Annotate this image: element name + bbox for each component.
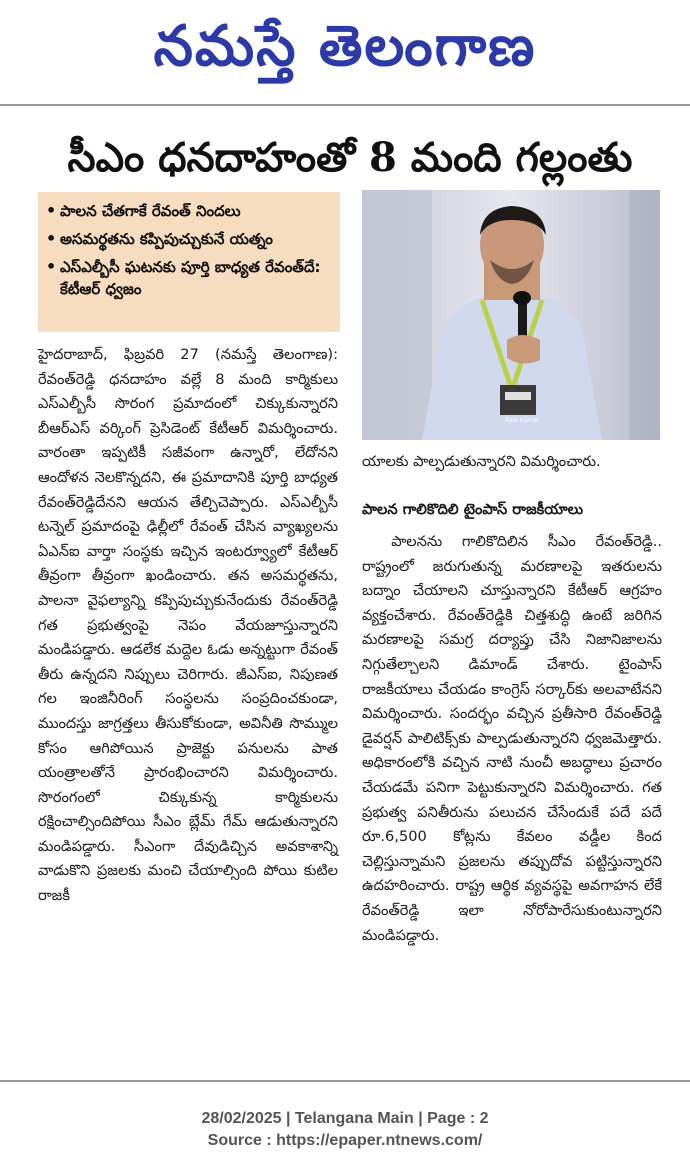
bullet-icon: • xyxy=(46,201,57,220)
article-photo xyxy=(362,190,660,440)
bullet-icon: • xyxy=(46,257,57,276)
bullet-icon: • xyxy=(46,229,57,248)
article-body-left xyxy=(38,343,338,909)
body-paragraph: యాలకు పాల్పడుతున్నారని విమర్శించారు. xyxy=(362,453,601,470)
masthead-divider xyxy=(0,104,690,106)
speaker-photo-illustration xyxy=(362,190,660,440)
article-body-right xyxy=(362,530,662,948)
article-headline: సీఎం ధనదాహంతో 8 మంది గల్లంతు xyxy=(67,134,633,181)
masthead xyxy=(0,0,690,100)
newspaper-logo: నమస్తే తెలంగాణ xyxy=(153,13,537,79)
footer-source-line: Source : https://epaper.ntnews.com/ xyxy=(207,1132,483,1149)
footer xyxy=(0,1108,690,1152)
highlight-item xyxy=(46,256,332,300)
section-subheading: పాలన గాలికొదిలి టైంపాస్ రాజకీయాలు xyxy=(362,501,584,518)
highlight-text: పాలన చేతగాకే రేవంత్ నిందలు xyxy=(60,202,241,220)
badge-label: Ravi Kumar xyxy=(505,417,540,424)
highlight-item xyxy=(46,200,332,222)
body-paragraph: పాలనను గాలికొదిలిన సీఎం రేవంత్‌రెడ్డి.. రాష్ట్రంలో జరుగుతున్న మరణాలపై ఇతరులను బద్నాం చేయాలని చూస్తున్నారని కేటీఆర్ ఆగ్రహం వ్యక్తంచేశారు. రేవంత్‌రెడ్డికి చిత్తశుద్ధి ఉంటే జరిగిన మరణాలపై సమగ్ర దర్యాప్తు చేసి నిజానిజాలను నిగ్గుతేల్చాలని డిమాండ్ చేశారు. టైంపాస్ రాజకీయాలు చేయడం కాంగ్రెస్ సర్కార్‌కు అలవాటేనని విమర్శించారు. సందర్భం వచ్చిన ప్రతీసారి రేవంత్‌రెడ్డి డైవర్షన్ పాలిటిక్స్‌కు పాల్పడుతున్నారని ధ్వజమెత్తారు. అధికారంలోకి వచ్చిన నాటి నుంచీ అబద్ధాలు ప్రచారం చేయడమే పనిగా పెట్టుకున్నారని విమర్శించారు. గత ప్రభుత్వ పనితీరును పలుచన చేసేందుకే పదే పదే రూ.6,500 కోట్లను కేవలం వడ్డీల కింద చెల్లిస్తున్నామని ప్రజలను తప్పుదోవ పట్టిస్తున్నారని ఉదహరించారు. రాష్ట్ర ఆర్థిక వ్యవస్థపై అవగాహన లేకే రేవంత్‌రెడ్డి ఇలా నోరోపారేసుకుంటున్నారని మండిపడ్డారు. xyxy=(362,533,662,944)
article-body-right-top xyxy=(362,450,662,475)
highlight-text: ఎస్ఎల్బీసీ ఘటనకు పూర్తి బాధ్యత రేవంత్‌దే: కేటీఆర్ ధ్వజం xyxy=(60,258,321,298)
footer-date-line: 28/02/2025 | Telangana Main | Page : 2 xyxy=(201,1110,489,1127)
footer-divider xyxy=(0,1080,690,1082)
highlight-text: అసమర్థతను కప్పిపుచ్చుకునే యత్నం xyxy=(60,230,273,248)
highlights-box xyxy=(38,192,340,332)
highlight-item xyxy=(46,228,332,250)
body-paragraph: హైదరాబాద్, ఫిబ్రవరి 27 (నమస్తే తెలంగాణ): రేవంత్‌రెడ్డి ధనదాహం వల్లే 8 మంది కార్మికులు ఎస్ఎల్బీసీ సొరంగ ప్రమాదంలో చిక్కుకున్నారని బీఆర్ఎస్ వర్కింగ్ ప్రెసిడెంట్ కేటీఆర్ విమర్శించారు. వారంతా ఇప్పటికీ సజీవంగా ఉన్నారో, లేదోనని ఆందోళన నెలకొన్నదని, ఈ ప్రమాదానికి పూర్తి బాధ్యత రేవంత్‌రెడ్డిదేనని ఆయన తేల్చిచెప్పారు. ఎస్ఎల్బీసీ టన్నెల్ ప్రమాదంపై ఢిల్లీలో రేవంత్ చేసిన వ్యాఖ్యలను ఏఎన్ఐ వార్తా సంస్థకు ఇచ్చిన ఇంటర్వ్యూలో కేటీఆర్ తీవ్రంగా తీవ్రంగా ఖండించారు. తన అసమర్థతను, పాలనా వైఫల్యాన్ని కప్పిపుచ్చుకునేందుకు రేవంత్‌రెడ్డి గత ప్రభుత్వంపై నెపం వేయజూస్తున్నారని మండిపడ్డారు. ఆడలేక మద్దెల ఓడు అన్నట్టుగా రేవంత్ తీరు ఉన్నదని నిప్పులు చెరిగారు. జీఎస్ఐ, నిపుణత గల ఇంజినీరింగ్ సంస్థలను సంప్రదించకుండా, ముందస్తు జాగ్రత్తలు తీసుకోకుండా, అవినీతి సొమ్ముల కోసం ఆగిపోయిన ప్రాజెక్టు పనులను పాత యంత్రాలతోనే ప్రారంభించారని విమర్శించారు. సొరంగంలో చిక్కుకున్న కార్మికులను రక్షించాల్సిందిపోయి సీఎం బ్లేమ్ గేమ్ ఆడుతున్నారని మండిపడ్డారు. సీఎంగా దేవుడిచ్చిన అవకాశాన్ని వాడుకొని ప్రజలకు మంచి చేయాల్సింది పోయి కుటిల రాజకీ xyxy=(38,346,338,905)
